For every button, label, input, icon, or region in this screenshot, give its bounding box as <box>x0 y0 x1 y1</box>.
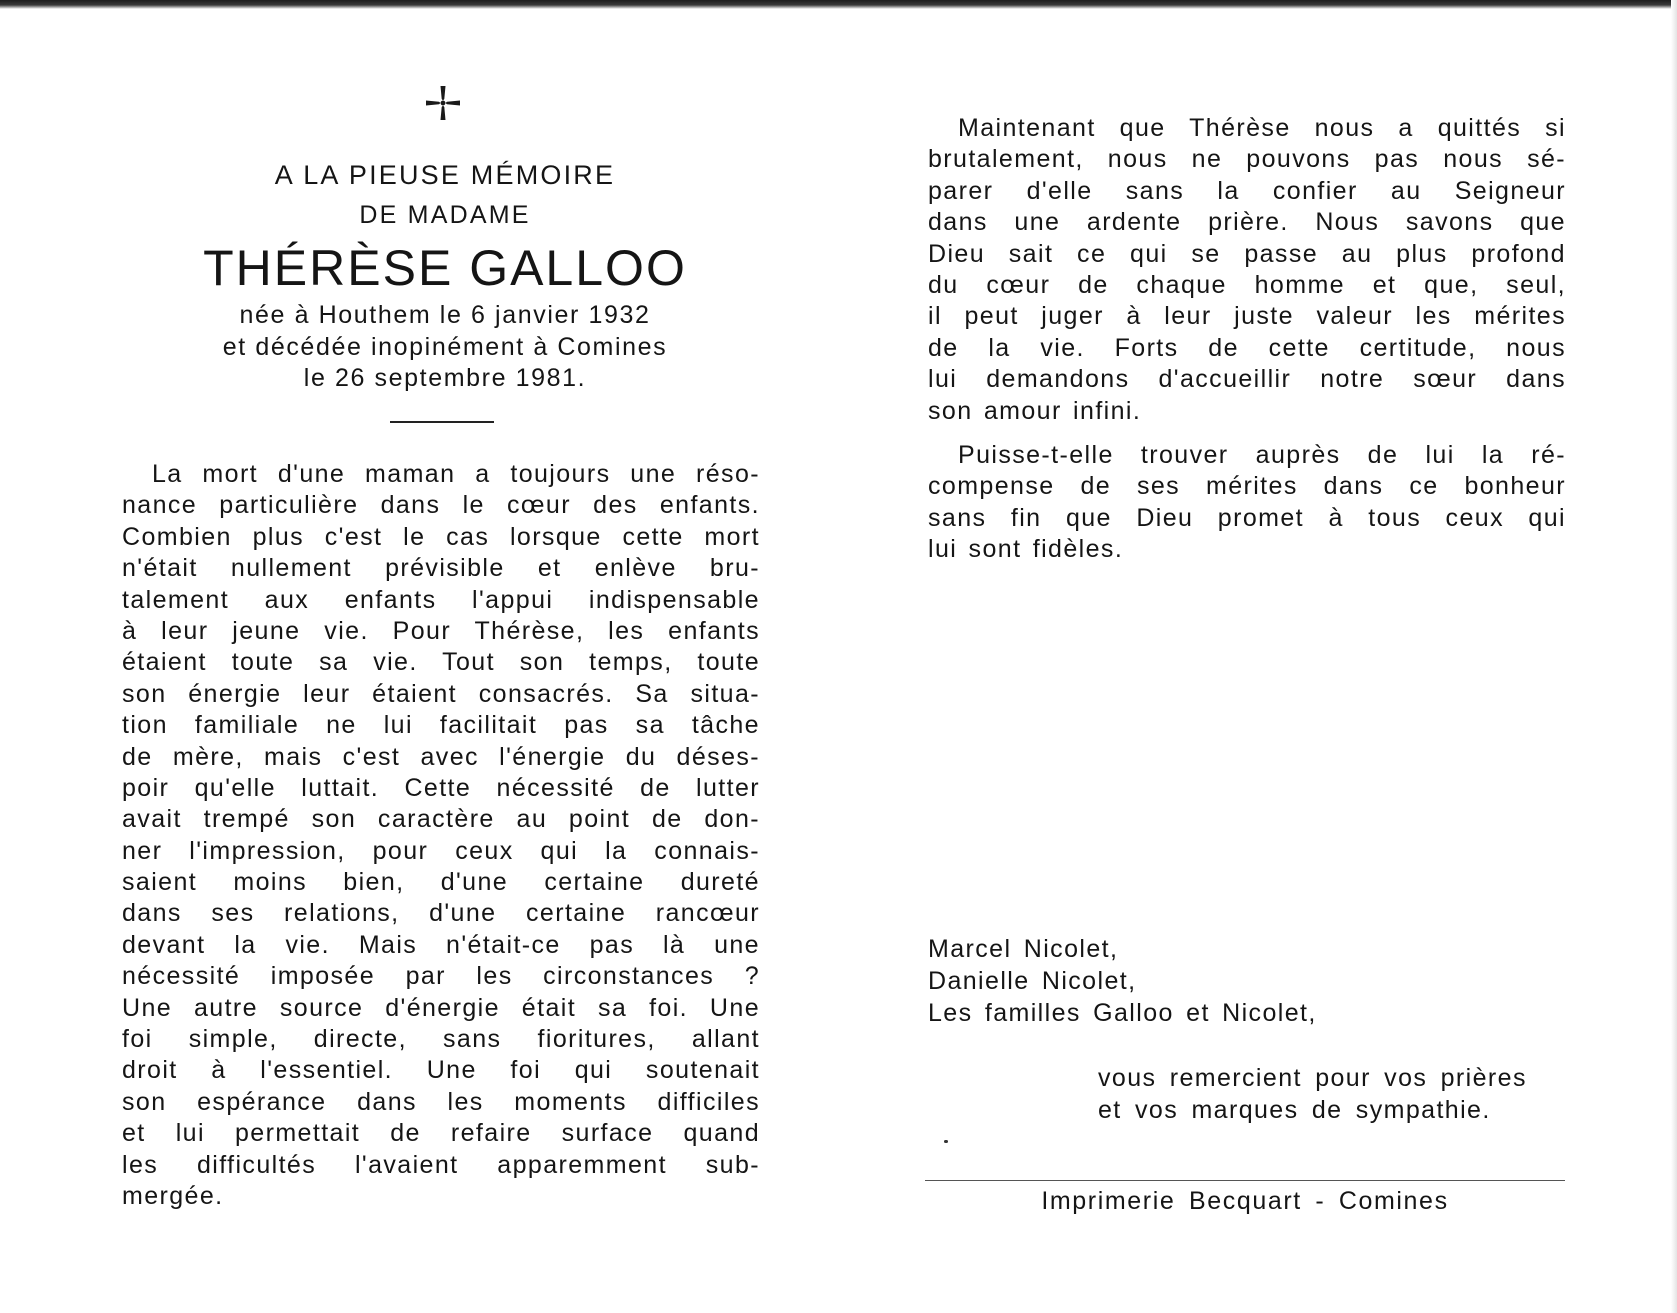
prayer-line: compense de ses mérites dans ce bonheur <box>928 472 1566 501</box>
life-dates <box>140 300 750 395</box>
prayer-line: brutalement, nous ne pouvons pas nous sé- <box>928 145 1566 174</box>
tribute-line: son énergie leur étaient consacrés. Sa situa- <box>122 679 760 708</box>
prayer-paragraph-1 <box>928 113 1566 427</box>
tribute-line: Une autre source d'énergie était sa foi. Une <box>122 993 760 1022</box>
tribute-line: La mort d'une maman a toujours une réso- <box>152 460 760 488</box>
thanks-line-2: et vos marques de sympathie. <box>1098 1096 1491 1124</box>
tribute-line: Combien plus c'est le cas lorsque cette mort <box>122 522 760 551</box>
thanks-line-1: vous remercient pour vos prières <box>1098 1064 1527 1092</box>
maltese-cross-icon <box>424 84 462 122</box>
prayer-line: il peut juger à leur juste valeur les mérites <box>928 302 1566 331</box>
signer-families: Les familles Galloo et Nicolet, <box>928 999 1317 1027</box>
tribute-line: foi simple, directe, sans fioritures, allant <box>122 1025 760 1054</box>
tribute-line: droit à l'essentiel. Une foi qui soutenait <box>122 1056 760 1085</box>
thanks-message <box>1098 1062 1527 1126</box>
tribute-line: étaient toute sa vie. Tout son temps, toute <box>122 648 760 677</box>
death-line: et décédée inopinément à Comines <box>222 332 668 361</box>
footer-divider <box>925 1180 1565 1181</box>
prayer-line: lui demandons d'accueillir notre sœur dans <box>928 365 1566 394</box>
prayer-paragraph-2 <box>928 440 1566 566</box>
birth-line: née à Houthem le 6 janvier 1932 <box>239 301 651 329</box>
signer-danielle: Danielle Nicolet, <box>928 967 1137 995</box>
tribute-line: de mère, mais c'est avec l'énergie du déses- <box>122 742 760 771</box>
tribute-line: mergée. <box>122 1181 224 1210</box>
tribute-line: les difficultés l'avaient apparemment sub- <box>122 1150 760 1179</box>
prayer-line: sans fin que Dieu promet à tous ceux qui <box>928 503 1566 532</box>
tribute-line: nance particulière dans le cœur des enfants. <box>122 491 760 520</box>
prayer-line: son amour infini. <box>928 396 1142 425</box>
prayer-line: Puisse-t-elle trouver auprès de lui la ré- <box>958 441 1566 469</box>
tribute-line: talement aux enfants l'appui indispensable <box>122 585 760 614</box>
ink-speck <box>944 1140 948 1143</box>
death-date-line: le 26 septembre 1981. <box>303 364 587 392</box>
tribute-line: ner l'impression, pour ceux qui la connais- <box>122 836 760 865</box>
signer-marcel: Marcel Nicolet, <box>928 935 1119 963</box>
tribute-line: et lui permettait de refaire surface quand <box>122 1119 760 1148</box>
memorial-heading: A LA PIEUSE MÉMOIRE <box>274 160 616 190</box>
tribute-line: dans ses relations, d'une certaine rancœur <box>122 899 760 928</box>
tribute-text <box>122 459 760 1212</box>
prayer-line: lui sont fidèles. <box>928 535 1124 564</box>
tribute-line: tion familiale ne lui facilitait pas sa tâche <box>122 711 760 740</box>
tribute-line: nécessité imposée par les circonstances ? <box>122 962 760 991</box>
madame-heading: DE MADAME <box>359 201 531 229</box>
tribute-line: saient moins bien, d'une certaine dureté <box>122 868 760 897</box>
tribute-line: n'était nullement prévisible et enlève bru- <box>122 554 760 583</box>
prayer-line: Dieu sait ce qui se passe au plus profond <box>928 239 1566 268</box>
prayer-line: de la vie. Forts de cette certitude, nous <box>928 333 1566 362</box>
deceased-name: THÉRÈSE GALLOO <box>203 240 687 296</box>
prayer-line: parer d'elle sans la confier au Seigneur <box>928 176 1566 205</box>
family-signatures <box>928 933 1317 1029</box>
tribute-line: devant la vie. Mais n'était-ce pas là une <box>122 930 760 959</box>
header-divider <box>390 421 494 423</box>
prayer-line: du cœur de chaque homme et que, seul, <box>928 270 1566 299</box>
prayer-line: Maintenant que Thérèse nous a quittés si <box>958 114 1566 142</box>
prayer-line: dans une ardente prière. Nous savons que <box>928 208 1566 237</box>
tribute-line: poir qu'elle luttait. Cette nécessité de lutter <box>122 773 760 802</box>
tribute-line: avait trempé son caractère au point de don- <box>122 805 760 834</box>
tribute-line: son espérance dans les moments difficiles <box>122 1087 760 1116</box>
tribute-line: à leur jeune vie. Pour Thérèse, les enfants <box>122 616 760 645</box>
printer-credit: Imprimerie Becquart - Comines <box>1041 1187 1449 1215</box>
